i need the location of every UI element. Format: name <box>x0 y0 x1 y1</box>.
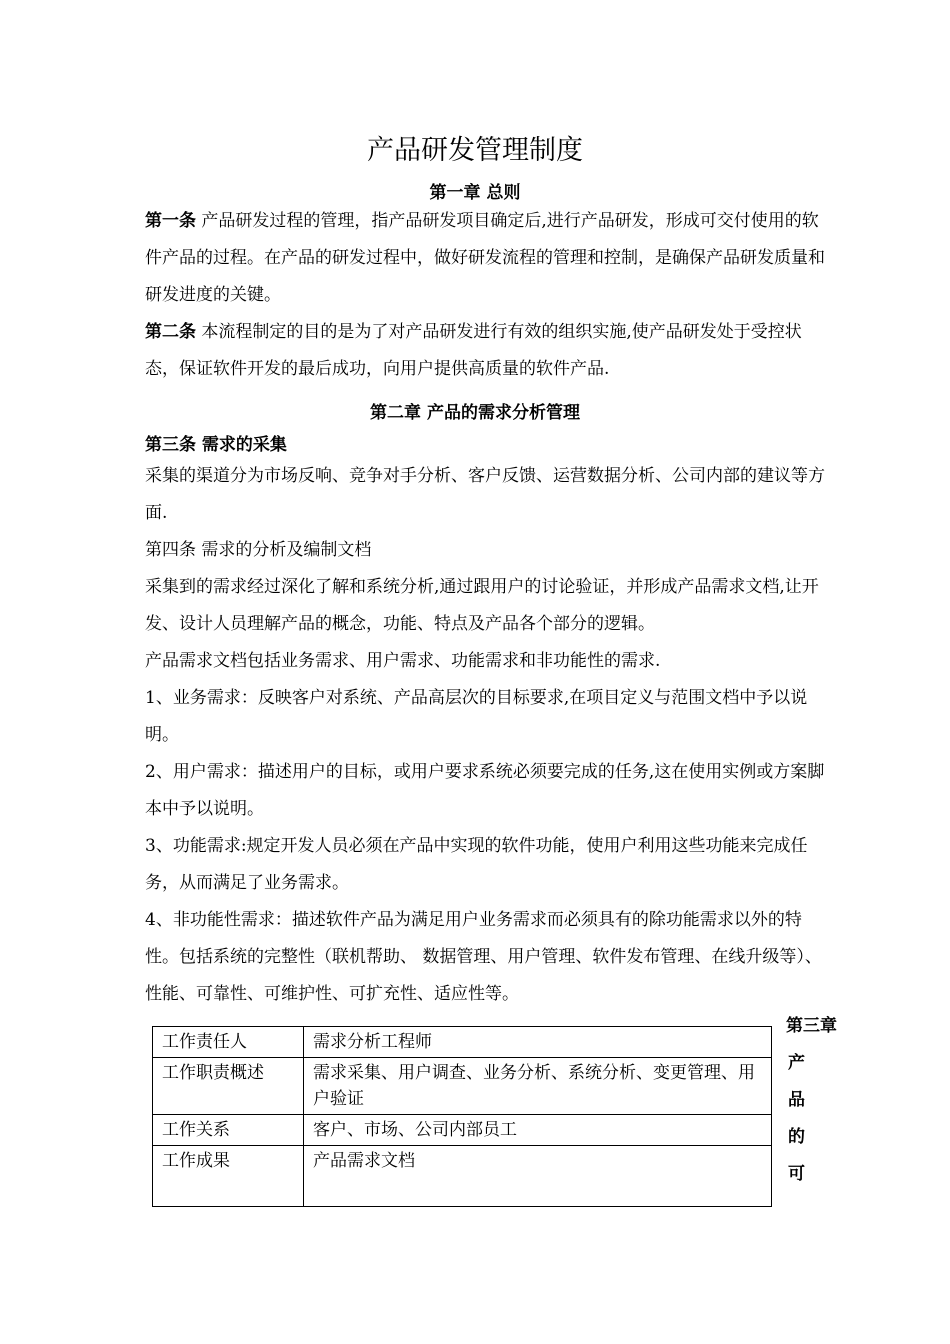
duty-table <box>152 1026 772 1207</box>
chapter-3-vertical-heading <box>786 1012 846 1188</box>
table-key: 工作关系 <box>153 1115 304 1146</box>
article-4-text-1: 采集到的需求经过深化了解和系统分析,通过跟用户的讨论验证，并形成产品需求文档,让开发、设计人员理解产品的概念，功能、特点及产品各个部分的逻辑。 <box>145 577 819 634</box>
table-row <box>153 1146 772 1207</box>
table-value: 产品需求文档 <box>304 1146 772 1207</box>
table-value: 需求分析工程师 <box>304 1027 772 1058</box>
chapter-1-heading: 第一章 总则 <box>429 183 521 203</box>
table-value: 需求采集、用户调查、业务分析、系统分析、变更管理、用户验证 <box>304 1058 772 1115</box>
table-row <box>153 1058 772 1115</box>
list-item: 1、业务需求：反映客户对系统、产品高层次的目标要求,在项目定义与范围文档中予以说明。 <box>145 688 808 745</box>
article-2 <box>145 314 825 388</box>
article-1-label: 第一条 <box>145 211 196 231</box>
table-key: 工作责任人 <box>153 1027 304 1058</box>
table-key: 工作职责概述 <box>153 1058 304 1115</box>
list-item: 3、功能需求:规定开发人员必须在产品中实现的软件功能，使用户利用这些功能来完成任务，从而满足了业务需求。 <box>145 836 808 893</box>
table-row <box>153 1027 772 1058</box>
vertical-char: 可 <box>788 1164 805 1184</box>
chapter-2-heading: 第二章 产品的需求分析管理 <box>370 403 580 423</box>
vertical-char: 品 <box>788 1090 805 1110</box>
article-1-text: 产品研发过程的管理，指产品研发项目确定后,进行产品研发，形成可交付使用的软件产品的过程。在产品的研发过程中，做好研发流程的管理和控制，是确保产品研发质量和研发进度的关键。 <box>145 211 825 305</box>
chapter-3-label: 第三章 <box>786 1016 837 1036</box>
list-item: 2、用户需求：描述用户的目标，或用户要求系统必须要完成的任务,这在使用实例或方案脚本中予以说明。 <box>145 762 825 819</box>
list-item: 4、非功能性需求：描述软件产品为满足用户业务需求而必须具有的除功能需求以外的特性。包括系统的完整性（联机帮助、 数据管理、用户管理、软件发布管理、在线升级等）、性能、可靠性、可维护性、可扩充性、适应性等。 <box>145 910 822 1004</box>
vertical-char: 的 <box>788 1127 805 1147</box>
article-1 <box>145 203 825 314</box>
article-3-text: 采集的渠道分为市场反响、竞争对手分析、客户反馈、运营数据分析、公司内部的建议等方面. <box>145 466 825 523</box>
document-title: 产品研发管理制度 <box>367 135 583 166</box>
article-4-text-2: 产品需求文档包括业务需求、用户需求、功能需求和非功能性的需求. <box>145 651 661 671</box>
article-4-heading: 第四条 需求的分析及编制文档 <box>145 540 372 560</box>
article-3-heading: 第三条 需求的采集 <box>145 435 287 455</box>
article-2-text: 本流程制定的目的是为了对产品研发进行有效的组织实施,使产品研发处于受控状态，保证软件开发的最后成功，向用户提供高质量的软件产品. <box>145 322 802 379</box>
table-key: 工作成果 <box>153 1146 304 1207</box>
article-2-label: 第二条 <box>145 322 196 342</box>
table-value: 客户、市场、公司内部员工 <box>304 1115 772 1146</box>
table-row <box>153 1115 772 1146</box>
vertical-char: 产 <box>788 1053 805 1073</box>
